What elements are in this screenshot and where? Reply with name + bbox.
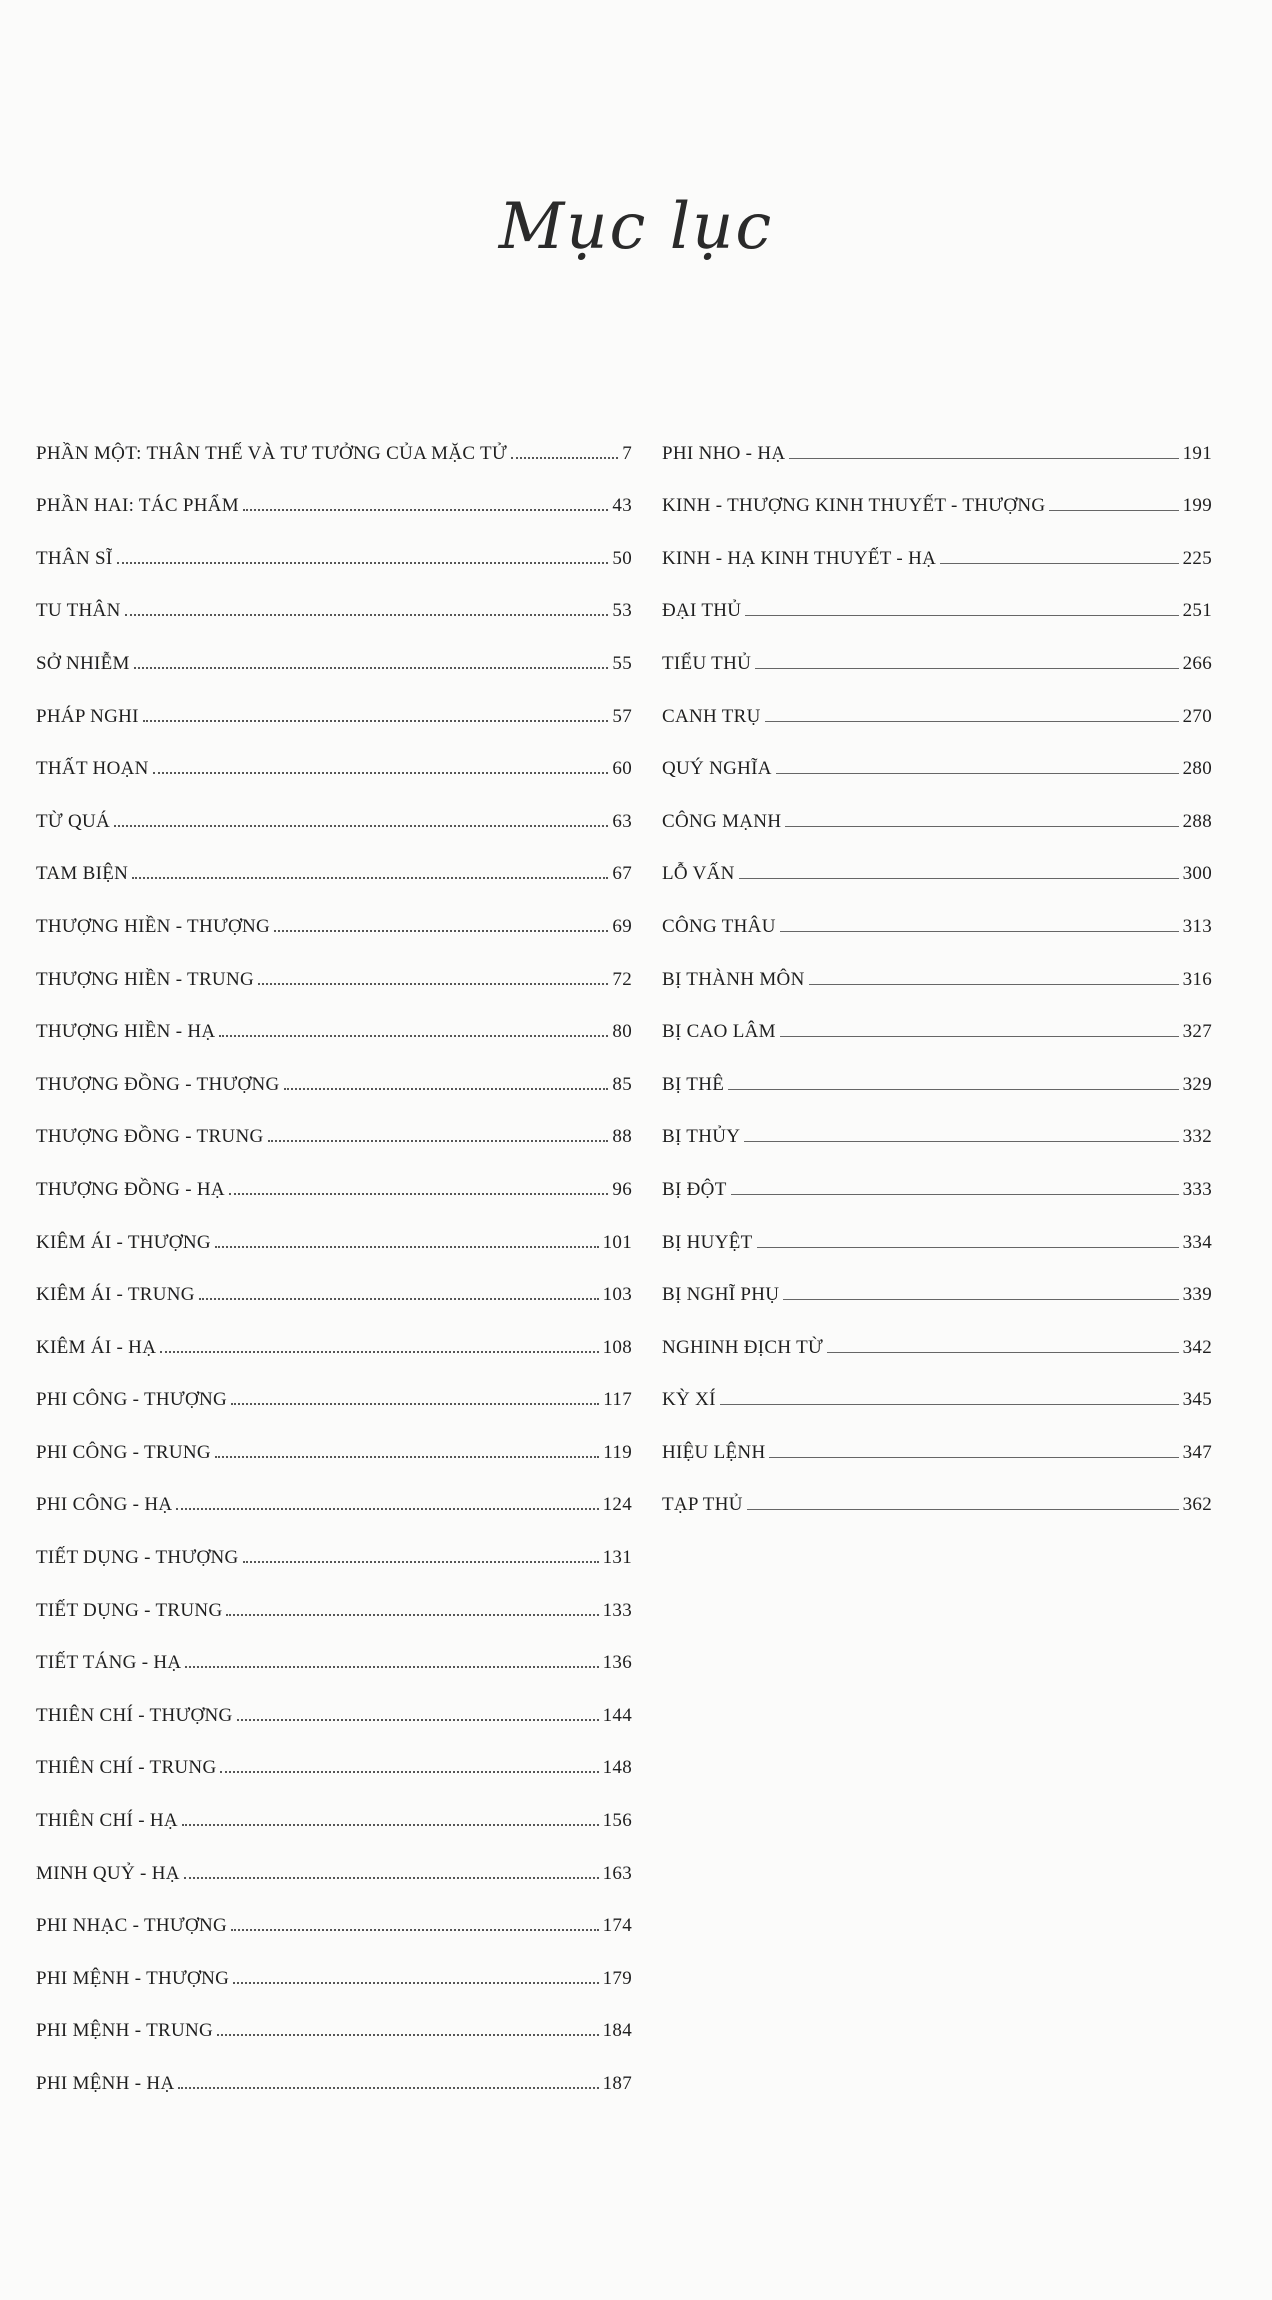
toc-entry-page-number: 72 [612, 968, 632, 990]
toc-entry [36, 1306, 632, 1359]
toc-entry-label: TIẾT DỤNG - TRUNG [36, 1599, 223, 1621]
dot-leader [233, 1982, 598, 1984]
toc-entry-label: PHI NHẠC - THƯỢNG [36, 1915, 228, 1937]
toc-entry [662, 517, 1212, 570]
toc-entry-page-number: 156 [602, 1810, 632, 1832]
toc-entry [36, 1779, 632, 1832]
dot-leader [511, 457, 618, 459]
dot-leader [284, 1088, 609, 1090]
toc-entry [662, 1201, 1212, 1254]
dot-leader [243, 509, 608, 511]
dot-leader [117, 562, 609, 564]
toc-entry-label: KIÊM ÁI - HẠ [36, 1336, 157, 1358]
dot-leader [220, 1771, 598, 1773]
toc-entry-page-number: 347 [1182, 1441, 1212, 1463]
toc-entry-page-number: 63 [612, 810, 632, 832]
dot-leader [199, 1298, 599, 1300]
dot-leader [132, 877, 608, 879]
toc-entry-page-number: 288 [1182, 810, 1212, 832]
dot-leader [765, 721, 1179, 722]
toc-entry-label: PHẦN MỘT: THÂN THẾ VÀ TƯ TƯỞNG CỦA MẶC TỬ [36, 442, 507, 464]
toc-entry-page-number: 43 [612, 495, 632, 517]
toc-entry-label: TIẾT DỤNG - THƯỢNG [36, 1547, 239, 1569]
toc-entry-label: QUÝ NGHĨA [662, 758, 772, 780]
toc-entry [36, 1148, 632, 1201]
toc-entry [36, 1885, 632, 1938]
toc-entry-page-number: 313 [1182, 915, 1212, 937]
dot-leader [114, 825, 608, 827]
toc-entry [36, 938, 632, 991]
dot-leader [1049, 510, 1178, 511]
dot-leader [783, 1299, 1178, 1300]
toc-entry-label: NGHINH ĐỊCH TỪ [662, 1336, 824, 1358]
dot-leader [258, 983, 608, 985]
toc-entry-page-number: 174 [602, 1915, 632, 1937]
toc-entry-page-number: 67 [612, 863, 632, 885]
toc-entry [36, 1937, 632, 1990]
toc-entry-page-number: 103 [602, 1284, 632, 1306]
toc-entry-page-number: 280 [1182, 758, 1212, 780]
toc-entry-page-number: 136 [602, 1652, 632, 1674]
toc-entry-page-number: 163 [602, 1862, 632, 1884]
dot-leader [747, 1509, 1179, 1510]
dot-leader [780, 1036, 1179, 1037]
toc-entry [36, 1832, 632, 1885]
toc-column-right [662, 412, 1212, 1516]
toc-entry [36, 2042, 632, 2095]
dot-leader [785, 826, 1178, 827]
dot-leader [226, 1614, 598, 1616]
toc-entry-page-number: 117 [603, 1389, 632, 1411]
toc-entry-label: THIÊN CHÍ - HẠ [36, 1810, 178, 1832]
toc-entry-page-number: 131 [602, 1547, 632, 1569]
toc-entry-page-number: 225 [1182, 547, 1212, 569]
dot-leader [182, 1824, 599, 1826]
toc-entry-label: KỲ XÍ [662, 1389, 716, 1411]
toc-entry-page-number: 266 [1182, 652, 1212, 674]
toc-entry-page-number: 333 [1182, 1178, 1212, 1200]
toc-entry [36, 1201, 632, 1254]
toc-entry-label: SỞ NHIỄM [36, 652, 130, 674]
toc-entry-label: BỊ NGHĨ PHỤ [662, 1284, 780, 1306]
toc-entry-label: PHẦN HAI: TÁC PHẨM [36, 495, 239, 517]
toc-entry [662, 938, 1212, 991]
toc-entry-page-number: 339 [1182, 1284, 1212, 1306]
toc-entry [36, 517, 632, 570]
toc-entry-page-number: 133 [602, 1599, 632, 1621]
dot-leader [185, 1666, 598, 1668]
dot-leader [940, 563, 1178, 564]
dot-leader [160, 1351, 598, 1353]
toc-entry-label: BỊ THÊ [662, 1073, 725, 1095]
toc-entry-label: CÔNG MẠNH [662, 810, 782, 832]
toc-entry-label: TẠP THỦ [662, 1494, 743, 1516]
toc-entry-label: BỊ THÀNH MÔN [662, 968, 805, 990]
toc-entry-page-number: 69 [612, 915, 632, 937]
dot-leader [776, 773, 1179, 774]
toc-entry-label: LỖ VẤN [662, 863, 735, 885]
toc-entry-page-number: 96 [612, 1178, 632, 1200]
toc-entry [36, 885, 632, 938]
dot-leader [153, 772, 609, 774]
toc-entry [36, 780, 632, 833]
toc-entry-label: TIỂU THỦ [662, 652, 752, 674]
toc-entry-page-number: 60 [612, 758, 632, 780]
toc-entry [36, 1464, 632, 1517]
dot-leader [744, 1141, 1178, 1142]
toc-entry [36, 1043, 632, 1096]
toc-entry [662, 1043, 1212, 1096]
toc-entry-label: THƯỢNG HIỀN - THƯỢNG [36, 915, 271, 937]
dot-leader [229, 1193, 608, 1195]
toc-entry-label: THƯỢNG ĐỒNG - HẠ [36, 1178, 225, 1200]
toc-entry [36, 622, 632, 675]
toc-entry-label: TU THÂN [36, 600, 121, 622]
dot-leader [215, 1246, 599, 1248]
toc-entry-page-number: 270 [1182, 705, 1212, 727]
toc-entry [36, 465, 632, 518]
dot-leader [728, 1089, 1178, 1090]
dot-leader [757, 1247, 1179, 1248]
toc-entry [36, 675, 632, 728]
toc-entry-label: TIẾT TÁNG - HẠ [36, 1652, 182, 1674]
toc-entry [36, 1727, 632, 1780]
toc-entry-page-number: 57 [612, 705, 632, 727]
dot-leader [809, 984, 1179, 985]
toc-entry [662, 1306, 1212, 1359]
toc-entry [36, 1254, 632, 1307]
toc-entry-label: THƯỢNG HIỀN - TRUNG [36, 968, 254, 990]
toc-entry-label: THẤT HOẠN [36, 758, 149, 780]
toc-entry [36, 1569, 632, 1622]
toc-entry-label: BỊ ĐỘT [662, 1178, 727, 1200]
toc-entry-label: ĐẠI THỦ [662, 600, 742, 622]
toc-entry-page-number: 88 [612, 1126, 632, 1148]
toc-entry-page-number: 101 [602, 1231, 632, 1253]
dot-leader [217, 2034, 599, 2036]
toc-entry-label: THƯỢNG HIỀN - HẠ [36, 1021, 216, 1043]
toc-entry [662, 1464, 1212, 1517]
dot-leader [243, 1561, 599, 1563]
toc-entry-page-number: 300 [1182, 863, 1212, 885]
toc-entry-page-number: 50 [612, 547, 632, 569]
toc-entry-page-number: 144 [602, 1704, 632, 1726]
dot-leader [745, 615, 1178, 616]
toc-entry [36, 728, 632, 781]
toc-entry-label: THIÊN CHÍ - THƯỢNG [36, 1704, 233, 1726]
toc-column-left [36, 412, 632, 2095]
dot-leader [739, 878, 1179, 879]
toc-entry-label: PHI CÔNG - THƯỢNG [36, 1389, 228, 1411]
toc-entry-label: THƯỢNG ĐỒNG - THƯỢNG [36, 1073, 280, 1095]
toc-entry-page-number: 187 [602, 2073, 632, 2094]
toc-entry-page-number: 327 [1182, 1021, 1212, 1043]
toc-entry-page-number: 148 [602, 1757, 632, 1779]
toc-entry [36, 1622, 632, 1675]
toc-entry-label: PHI CÔNG - TRUNG [36, 1441, 211, 1463]
dot-leader [178, 2087, 598, 2089]
toc-entry-label: HIỆU LỆNH [662, 1441, 766, 1463]
toc-entry-label: KINH - THƯỢNG KINH THUYẾT - THƯỢNG [662, 495, 1046, 517]
toc-entry-page-number: 80 [612, 1021, 632, 1043]
toc-entry-label: BỊ CAO LÂM [662, 1021, 776, 1043]
toc-entry [662, 1096, 1212, 1149]
toc-entry [662, 885, 1212, 938]
toc-entry [662, 780, 1212, 833]
toc-entry-label: PHI NHO - HẠ [662, 442, 786, 464]
toc-entry-page-number: 184 [602, 2020, 632, 2042]
dot-leader [176, 1508, 598, 1510]
toc-entry-page-number: 345 [1182, 1389, 1212, 1411]
toc-entry-page-number: 179 [602, 1967, 632, 1989]
dot-leader [219, 1035, 608, 1037]
dot-leader [720, 1404, 1179, 1405]
dot-leader [237, 1719, 599, 1721]
toc-entry-label: PHÁP NGHI [36, 705, 139, 727]
toc-entry [662, 728, 1212, 781]
dot-leader [125, 614, 609, 616]
dot-leader [134, 667, 609, 669]
toc-entry-page-number: 334 [1182, 1231, 1212, 1253]
toc-entry-page-number: 85 [612, 1073, 632, 1095]
dot-leader [731, 1194, 1179, 1195]
toc-entry-label: MINH QUỶ - HẠ [36, 1862, 180, 1884]
toc-entry-page-number: 329 [1182, 1073, 1212, 1095]
toc-entry-page-number: 124 [602, 1494, 632, 1516]
toc-entry-label: KIÊM ÁI - TRUNG [36, 1284, 195, 1306]
toc-entry [662, 1411, 1212, 1464]
toc-entry-label: THƯỢNG ĐỒNG - TRUNG [36, 1126, 264, 1148]
dot-leader [215, 1456, 599, 1458]
toc-entry-label: THIÊN CHÍ - TRUNG [36, 1757, 217, 1779]
toc-entry [662, 570, 1212, 623]
toc-entry [662, 1359, 1212, 1412]
toc-entry-page-number: 7 [622, 442, 632, 464]
dot-leader [274, 930, 608, 932]
toc-entry-page-number: 53 [612, 600, 632, 622]
toc-entry-page-number: 119 [603, 1441, 632, 1463]
toc-entry [662, 675, 1212, 728]
toc-entry-page-number: 191 [1182, 442, 1212, 464]
dot-leader [827, 1352, 1179, 1353]
toc-entry-label: BỊ THỦY [662, 1126, 741, 1148]
toc-entry-page-number: 342 [1182, 1336, 1212, 1358]
toc-entry [662, 1148, 1212, 1201]
toc-entry-label: PHI MỆNH - HẠ [36, 2073, 175, 2094]
toc-entry [36, 1359, 632, 1412]
toc-entry [36, 1990, 632, 2043]
toc-entry-label: CANH TRỤ [662, 705, 761, 727]
toc-entry [662, 1254, 1212, 1307]
toc-entry-page-number: 55 [612, 652, 632, 674]
dot-leader [769, 1457, 1178, 1458]
toc-entry [662, 833, 1212, 886]
toc-entry [36, 991, 632, 1044]
toc-entry-label: KIÊM ÁI - THƯỢNG [36, 1231, 211, 1253]
dot-leader [780, 931, 1179, 932]
toc-entry-label: CÔNG THÂU [662, 915, 776, 937]
toc-entry-page-number: 332 [1182, 1126, 1212, 1148]
toc-entry [662, 412, 1212, 465]
toc-entry-label: KINH - HẠ KINH THUYẾT - HẠ [662, 547, 937, 569]
dot-leader [789, 458, 1178, 459]
toc-entry [36, 1674, 632, 1727]
dot-leader [231, 1929, 599, 1931]
toc-entry [36, 412, 632, 465]
toc-entry-label: PHI MỆNH - THƯỢNG [36, 1967, 230, 1989]
toc-entry [36, 1096, 632, 1149]
dot-leader [755, 668, 1178, 669]
toc-entry-label: THÂN SĨ [36, 547, 113, 569]
toc-entry [662, 622, 1212, 675]
toc-entry [36, 570, 632, 623]
toc-entry [662, 465, 1212, 518]
toc-entry-page-number: 108 [602, 1336, 632, 1358]
toc-entry-label: PHI CÔNG - HẠ [36, 1494, 173, 1516]
toc-entry-page-number: 362 [1182, 1494, 1212, 1516]
toc-entry-label: TAM BIỆN [36, 863, 129, 885]
toc-entry [36, 1411, 632, 1464]
toc-entry [36, 833, 632, 886]
toc-entry [662, 991, 1212, 1044]
toc-entry-label: PHI MỆNH - TRUNG [36, 2020, 214, 2042]
toc-entry-label: BỊ HUYỆT [662, 1231, 753, 1253]
dot-leader [268, 1140, 609, 1142]
toc-entry-page-number: 199 [1182, 495, 1212, 517]
dot-leader [231, 1403, 599, 1405]
toc-entry [36, 1516, 632, 1569]
dot-leader [184, 1877, 599, 1879]
dot-leader [143, 720, 609, 722]
toc-entry-page-number: 316 [1182, 968, 1212, 990]
toc-entry-label: TỪ QUÁ [36, 810, 111, 832]
page-title: Mục lục [498, 190, 774, 264]
toc-entry-page-number: 251 [1182, 600, 1212, 622]
